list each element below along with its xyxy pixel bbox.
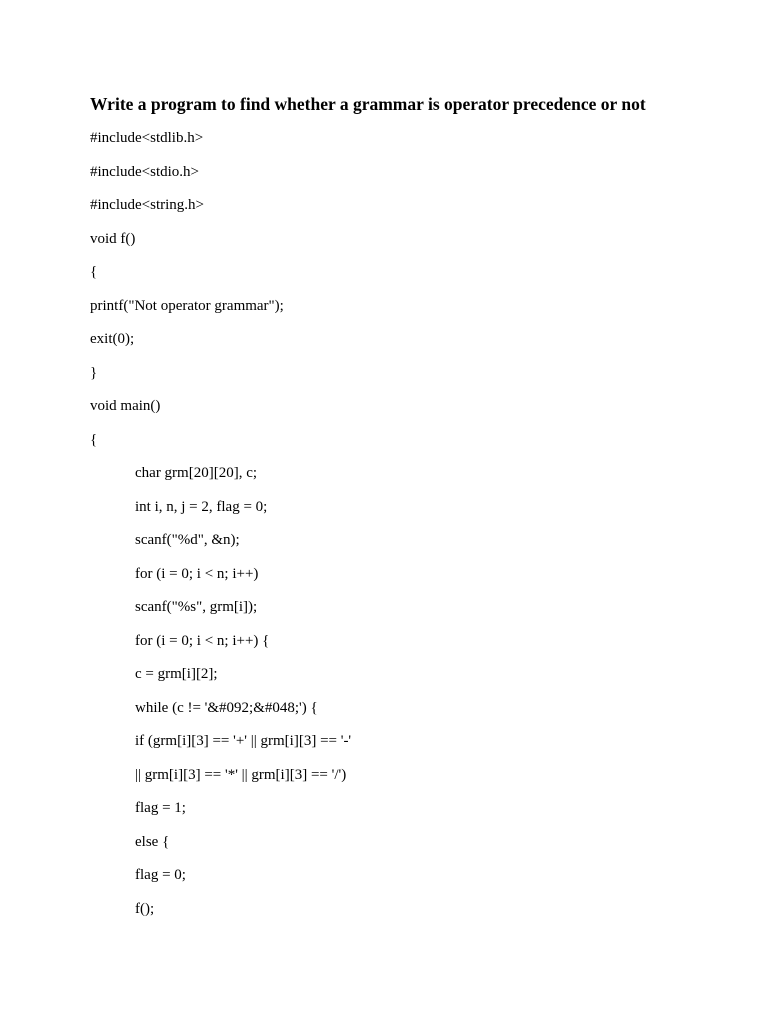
code-line: }: [90, 364, 98, 381]
code-line: else {: [135, 833, 170, 850]
code-line: void f(): [90, 230, 136, 247]
code-line: while (c != '&#092;&#048;') {: [135, 699, 318, 716]
code-line: scanf("%d", &n);: [135, 532, 240, 548]
code-line: flag = 1;: [135, 800, 186, 816]
code-line: printf("Not operator grammar");: [90, 297, 284, 314]
code-line: {: [90, 264, 98, 280]
code-line: for (i = 0; i < n; i++) {: [135, 632, 270, 649]
code-listing: [90, 128, 351, 932]
code-line: exit(0);: [90, 331, 135, 347]
document-title: Write a program to find whether a grammar is operator precedence or not: [90, 94, 646, 114]
code-line: #include<string.h>: [90, 197, 204, 213]
code-line: char grm[20][20], c;: [135, 465, 258, 481]
code-line: c = grm[i][2];: [135, 666, 218, 682]
code-line: f();: [135, 900, 155, 917]
code-line: #include<stdlib.h>: [90, 130, 204, 146]
code-line: || grm[i][3] == '*' || grm[i][3] == '/'): [135, 766, 347, 783]
code-line: flag = 0;: [135, 867, 186, 883]
code-line: {: [90, 431, 98, 448]
code-line: int i, n, j = 2, flag = 0;: [135, 498, 268, 515]
code-line: #include<stdio.h>: [90, 163, 199, 180]
code-line: void main(): [90, 398, 161, 414]
code-line: for (i = 0; i < n; i++): [135, 565, 259, 582]
code-line: scanf("%s", grm[i]);: [135, 599, 258, 615]
code-line: if (grm[i][3] == '+' || grm[i][3] == '-': [135, 733, 352, 749]
